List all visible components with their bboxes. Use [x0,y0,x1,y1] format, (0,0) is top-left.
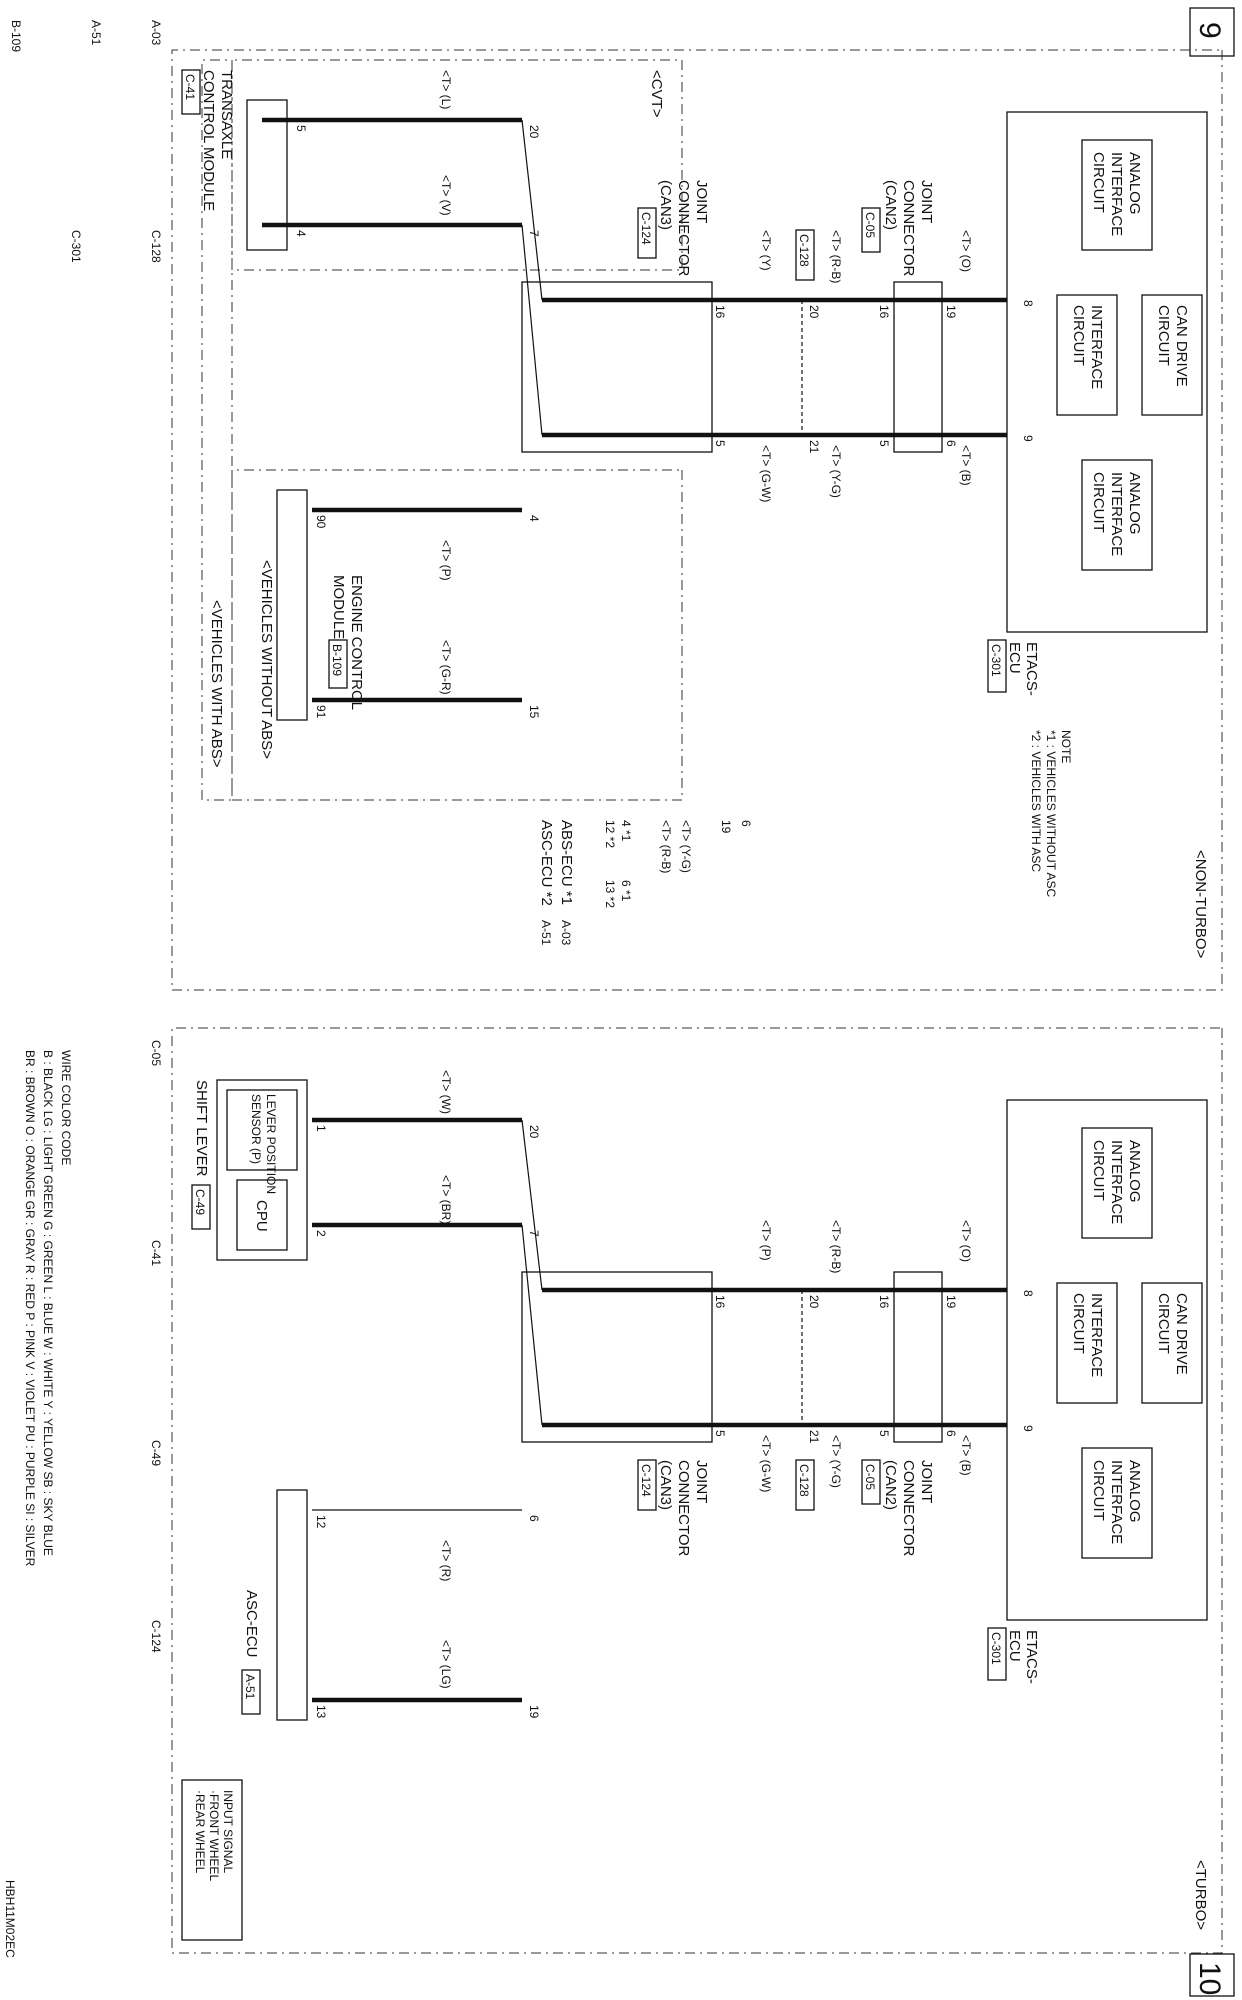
wire-code-title: WIRE COLOR CODE [59,1050,73,1166]
joint-connector-can3-turbo [522,1272,712,1442]
input-signal-label: ·FRONT WHEEL [207,1790,221,1882]
joint-connector-can2-turbo [894,1272,942,1442]
wire-label: <T> (Y-G) [679,820,693,873]
asc-ecu-conn: A-51 [539,920,553,946]
abs-pin: 13 *2 [603,880,617,909]
wire-label: <T> (Y-G) [829,1435,843,1488]
cvt-pin: 5 [294,125,308,132]
interface-label: CIRCUIT [1070,305,1087,366]
wire-label: <T> (R-B) [829,1220,843,1274]
wire-label: <T> (G-W) [759,445,773,503]
jc2-pin: 6 [944,1430,958,1437]
lever-label: LEVER POSITION [264,1094,278,1195]
jc2-pin: 5 [877,440,891,447]
cvt-pin: 20 [527,125,541,139]
wire-label: <T> (Y-G) [829,445,843,498]
connector-id: A-03 [149,20,163,46]
wire-code-line: B : BLACK LG : LIGHT GREEN G : GREEN L : BLUE W : WHITE Y : YELLOW SB : SKY BLUE [41,1050,55,1556]
no-abs-label: <VEHICLES WITHOUT ABS> [258,560,275,759]
jc2-conn: C-05 [863,212,877,239]
analog-label: INTERFACE [1108,1460,1125,1545]
jc2-conn: C-05 [863,1464,877,1491]
wire-label: <T> (L) [439,70,453,110]
connector-id: C-128 [149,230,163,263]
can-drive-circuit-turbo [1142,1283,1202,1403]
asc-conn: A-51 [243,1674,257,1700]
jc3-label: (CAN3) [657,180,674,231]
abs-ecu-label: ABS-ECU *1 [558,820,575,906]
analog-label: CIRCUIT [1090,1140,1107,1201]
interface-label: CIRCUIT [1070,1293,1087,1354]
input-signal-label: INPUT SIGNAL [221,1790,235,1874]
etacs-pin: 9 [1021,1425,1035,1432]
jc2-pin: 16 [877,1295,891,1309]
wire-code-line: BR : BROWN O : ORANGE GR : GRAY R : RED P : PINK V : VIOLET PU : PURPLE SI : SILVER [23,1050,37,1567]
joint-connector-can2 [894,282,942,452]
tcm-label: CONTROL MODULE [200,70,217,212]
analog-label: CIRCUIT [1090,472,1107,533]
analog-label: INTERFACE [1108,1140,1125,1225]
abs-pin: 19 [719,820,733,834]
page-number-left: 9 [1193,22,1226,39]
note-title: NOTE [1059,730,1073,764]
wire-label: <T> (BR) [439,1175,453,1225]
jc2-pin: 6 [944,440,958,447]
etacs-pin: 9 [1021,435,1035,442]
wire-label: <T> (R) [439,1540,453,1582]
asc-pin: 6 [527,1515,541,1522]
lever-link [522,1120,542,1290]
connector-id: C-301 [69,230,83,263]
abs-label: <VEHICLES WITH ABS> [208,600,225,768]
c128-conn: C-128 [797,1464,811,1497]
note-line: *1 : VEHICLES WITHOUT ASC [1044,730,1058,898]
analog-label: ANALOG [1126,1460,1143,1523]
jc2-label: (CAN2) [882,180,899,231]
lever-label: SENSOR (P) [249,1094,263,1165]
lever-pin: 2 [314,1230,328,1237]
no-abs-pin: 4 [527,515,541,522]
interface-label: INTERFACE [1088,1293,1105,1378]
jc3-label: CONNECTOR [675,180,692,277]
cvt-link [522,225,542,435]
etacs-name: ECU [1006,642,1023,674]
wire-label: <T> (W) [439,1070,453,1114]
can-drive-label: CAN DRIVE [1173,305,1190,387]
asc-pin: 19 [527,1705,541,1719]
jc2-label: (CAN2) [882,1460,899,1511]
ecm-conn: B-109 [330,644,344,677]
jc2-label: CONNECTOR [900,1460,917,1557]
joint-connector-can3 [522,282,712,452]
connector-id: C-49 [149,1440,163,1467]
c128-pin: 21 [807,1430,821,1444]
connector-id: B-109 [9,20,23,53]
jc3-label: JOINT [693,180,710,224]
jc2-pin: 19 [944,305,958,319]
tcm-label: TRANSAXLE [218,70,235,160]
interface-circuit-turbo [1057,1283,1117,1403]
connector-id: C-41 [149,1240,163,1267]
ecm-box [277,490,307,720]
note-line: *2 : VEHICLES WITH ASC [1029,730,1043,873]
cvt-pin: 4 [294,230,308,237]
c128-pin: 20 [807,305,821,319]
lever-pin: 7 [527,1230,541,1237]
no-abs-pin: 15 [527,705,541,719]
lever-pin: 20 [527,1125,541,1139]
can-drive-label: CAN DRIVE [1173,1293,1190,1375]
cvt-label: <CVT> [648,70,665,118]
asc-ecu-label: ASC-ECU *2 [538,820,555,906]
analog-label: CIRCUIT [1090,152,1107,213]
jc2-pin: 16 [877,305,891,319]
wire-label: <T> (V) [439,175,453,216]
jc3-conn: C-124 [639,212,653,245]
jc3-label: (CAN3) [657,1460,674,1511]
tcm-box [247,100,287,250]
ecm-label: ENGINE CONTROL [348,575,365,711]
wire-label: <T> (R-B) [659,820,673,874]
abs-pin: 6 [739,820,753,827]
lever-link [522,1225,542,1425]
can-drive-circuit [1142,295,1202,415]
shift-lever-label: SHIFT LEVER [193,1080,210,1177]
interface-circuit [1057,295,1117,415]
wire-label: <T> (Y) [759,230,773,271]
etacs-name: ETACS- [1023,1630,1040,1684]
jc3-pin: 16 [713,1295,727,1309]
wire-label: <T> (G-W) [759,1435,773,1493]
abs-pin: 4 *1 [619,820,633,842]
wire-label: <T> (B) [959,445,973,486]
abs-pin: 6 *1 [619,880,633,902]
no-abs-pin: 91 [314,705,328,719]
no-abs-frame [232,470,682,800]
no-abs-pin: 90 [314,515,328,529]
analog-label: ANALOG [1126,152,1143,215]
jc2-label: JOINT [918,1460,935,1504]
analog-label: INTERFACE [1108,472,1125,557]
non-turbo-header: <NON-TURBO> [1192,850,1209,959]
c128-pin: 20 [807,1295,821,1309]
asc-pin: 12 [314,1515,328,1529]
etacs-pin: 8 [1021,300,1035,307]
etacs-name: ECU [1006,1630,1023,1662]
jc2-pin: 5 [877,1430,891,1437]
jc3-pin: 5 [713,1430,727,1437]
tcm-conn: C-41 [183,74,197,101]
cvt-link [522,120,542,300]
etacs-pin: 8 [1021,1290,1035,1297]
analog-label: CIRCUIT [1090,1460,1107,1521]
wire-label: <T> (LG) [439,1640,453,1689]
jc2-pin: 19 [944,1295,958,1309]
lever-pin: 1 [314,1125,328,1132]
cpu-label: CPU [253,1200,270,1232]
wire-label: <T> (B) [959,1435,973,1476]
analog-label: INTERFACE [1108,152,1125,237]
cvt-pin: 7 [527,230,541,237]
wire-label: <T> (O) [959,1220,973,1263]
asc-ecu-box [277,1490,307,1720]
abs-ecu-conn: A-03 [559,920,573,946]
jc3-label: CONNECTOR [675,1460,692,1557]
can-drive-label: CIRCUIT [1155,1293,1172,1354]
wire-label: <T> (P) [439,540,453,581]
wire-color-code [23,1050,73,1567]
c128-pin: 21 [807,440,821,454]
ecm-label: MODULE [330,575,347,640]
interface-label: INTERFACE [1088,305,1105,390]
analog-label: ANALOG [1126,472,1143,535]
jc3-pin: 5 [713,440,727,447]
diagram-code: HBH11M02EC [3,1880,17,1958]
c128-conn: C-128 [797,234,811,267]
page-number-right: 10 [1193,1962,1226,1996]
jc2-label: JOINT [918,180,935,224]
connector-id: C-124 [149,1620,163,1653]
jc3-label: JOINT [693,1460,710,1504]
cvt-frame [232,60,682,270]
jc3-conn: C-124 [639,1464,653,1497]
asc-pin: 13 [314,1705,328,1719]
etacs-name: ETACS- [1023,642,1040,696]
can-drive-label: CIRCUIT [1155,305,1172,366]
turbo-header: <TURBO> [1192,1860,1209,1931]
jc3-pin: 16 [713,305,727,319]
shift-conn: C-49 [193,1189,207,1216]
wire-label: <T> (P) [759,1220,773,1261]
wire-label: <T> (R-B) [829,230,843,284]
connector-id: C-05 [149,1040,163,1067]
input-signal-label: ·REAR WHEEL [193,1790,207,1874]
etacs-conn: C-301 [989,1632,1003,1665]
abs-pin: 12 *2 [603,820,617,849]
analog-label: ANALOG [1126,1140,1143,1203]
jc2-label: CONNECTOR [900,180,917,277]
wire-label: <T> (G-R) [439,640,453,695]
wire-label: <T> (O) [959,230,973,273]
etacs-conn: C-301 [989,644,1003,677]
connector-id: A-51 [89,20,103,46]
asc-label: ASC-ECU [243,1590,260,1658]
